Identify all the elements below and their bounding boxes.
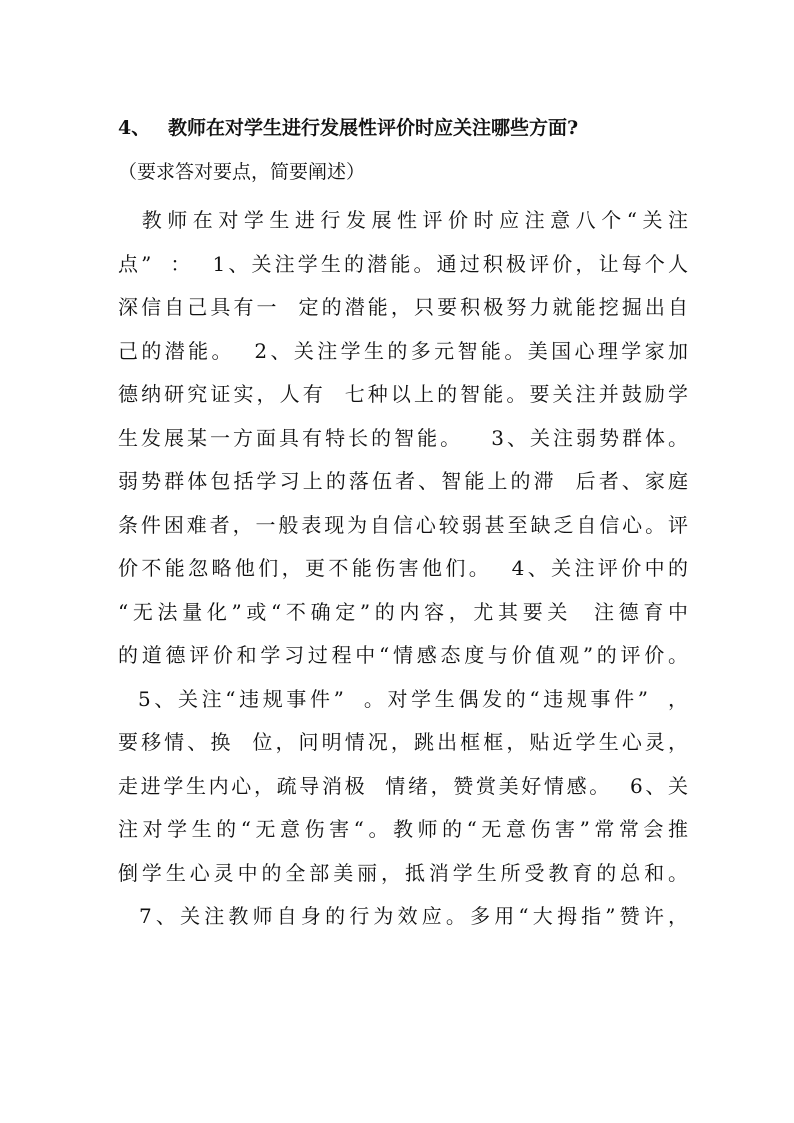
body-line: 的道德评价和学习过程中“情感态度与价值观”的评价。 [118,643,688,667]
body-line: 弱势群体包括学习上的落伍者、智能上的滞 后者、家庭 [118,469,688,493]
body-line: 倒学生心灵中的全部美丽，抵消学生所受教育的总和。 [118,860,688,885]
answer-body [118,199,688,939]
body-line: 点” ： 1、关注学生的潜能。通过积极评价，让每个人 [118,251,688,276]
question-number: 4、 [118,117,151,139]
body-line: 深信自己具有一 定的潜能，只要积极努力就能挖掘出自 [118,295,688,319]
body-line: 要移情、换 位，问明情况，跳出框框，贴近学生心灵， [118,730,688,754]
body-line: 德纳研究证实，人有 七种以上的智能。要关注并鼓励学 [118,382,688,406]
question-text: 教师在对学生进行发展性评价时应关注哪些方面? [168,117,579,139]
body-line: 生发展某一方面具有特长的智能。 3、关注弱势群体。 [118,425,688,450]
body-line: 注对学生的“无意伤害“。教师的“无意伤害”常常会推 [118,817,688,841]
body-line: “无法量化”或“不确定”的内容，尤其要关 注德育中 [118,599,688,624]
answer-requirement: （要求答对要点，简要阐述） [118,161,366,183]
body-line: 走进学生内心，疏导消极 情绪，赞赏美好情感。 6、关 [118,773,688,798]
body-line: 教师在对学生进行发展性评价时应注意八个“关注 [118,208,688,232]
question-heading [118,114,678,142]
body-line: 己的潜能。 2、关注学生的多元智能。美国心理学家加 [118,338,688,363]
body-line: 价不能忽略他们，更不能伤害他们。 4、关注评价中的 [118,556,688,580]
body-line: 条件困难者，一般表现为自信心较弱甚至缺乏自信心。评 [118,512,688,537]
body-line: 7、关注教师自身的行为效应。多用“大拇指”赞许， [118,904,688,928]
body-line: 5、关注“违规事件” 。对学生偶发的“违规事件” ， [118,686,688,711]
